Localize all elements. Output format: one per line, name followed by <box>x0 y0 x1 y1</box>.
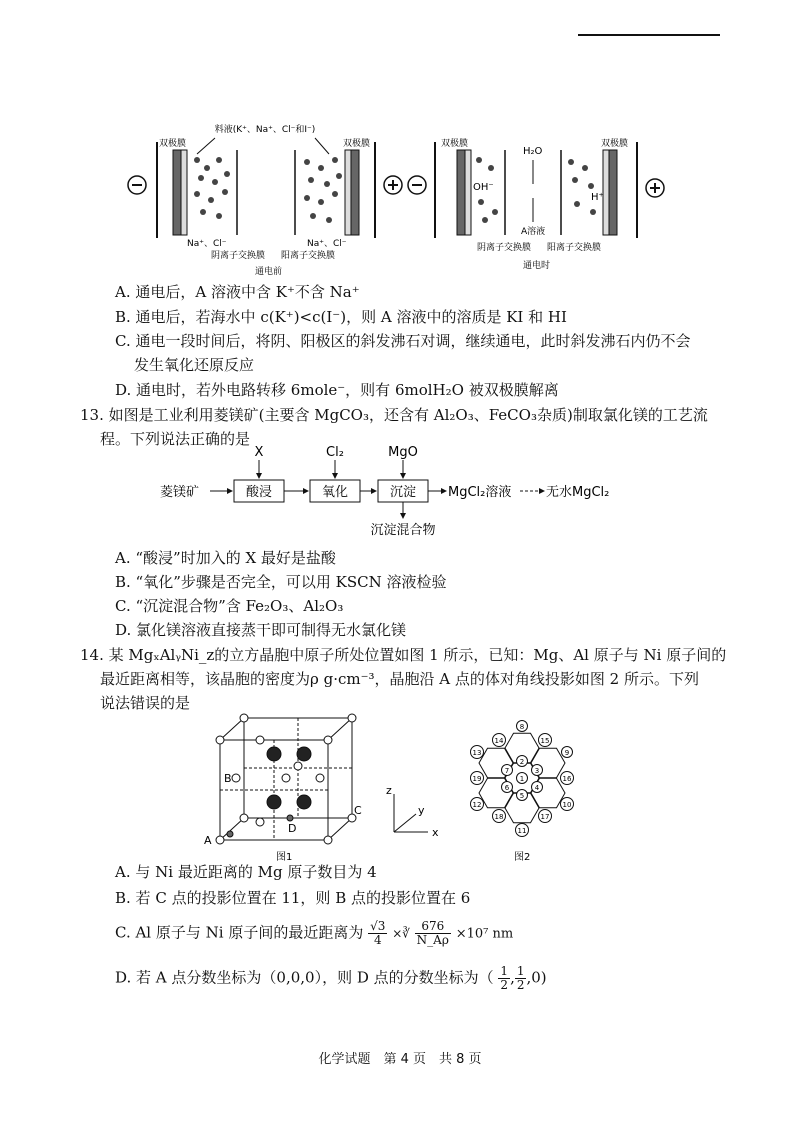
projection-node-label: 15 <box>540 737 550 745</box>
projection-node-label: 5 <box>519 792 525 800</box>
projection-figure <box>471 721 574 837</box>
flow-step-1: 酸浸 <box>245 485 273 500</box>
flow-step-3: 沉淀 <box>389 485 417 500</box>
hydroxide-label: OH⁻ <box>473 182 494 193</box>
fraction-676-over-na-rho: $\frac{676}{N\_A\rho}$ <box>416 919 449 947</box>
flow-input-mgo: MgO <box>388 445 418 460</box>
q14-option-c-text: C. Al 原子与 Ni 原子间的最近距离为 <box>115 923 364 942</box>
projection-node-label: 16 <box>562 775 572 783</box>
flow-byproduct: 沉淀混合物 <box>370 523 436 538</box>
projection-node-label: 10 <box>562 801 572 809</box>
figure-1-caption: 图1 <box>276 852 293 863</box>
q14-option-b: B. 若 C 点的投影位置在 11，则 B 点的投影位置在 6 <box>115 889 471 907</box>
q12-option-c-cont: 发生氧化还原反应 <box>134 356 255 374</box>
flow-final: 无水MgCl₂ <box>546 485 610 500</box>
point-a-label: A <box>204 834 212 847</box>
projection-node-label: 3 <box>534 767 540 775</box>
flow-input-x: X <box>254 445 264 460</box>
proton-label: H⁺ <box>591 192 604 203</box>
projection-node-label: 8 <box>519 723 525 731</box>
q12-option-b: B. 通电后，若海水中 c(K⁺)<c(I⁻)，则 A 溶液中的溶质是 KI 和 HI <box>115 308 567 326</box>
q14-stem: 14. 某 MgₓAlᵧNi_z的立方晶胞中原子所处位置如图 1 所示，已知：Mg、Al 原子与 Ni 原子间的 <box>80 646 727 664</box>
projection-node-label: 6 <box>504 784 510 792</box>
q14-option-c: C. Al 原子与 Ni 原子间的最近距离为 $\frac{√3}{4}$ ×∛ $\frac{676}{N\_A\rho}$ ×10⁷ nm <box>115 919 514 947</box>
q13-stem: 13. 如图是工业利用菱镁矿(主要含 MgCO₃，还含有 Al₂O₃、FeCO₃杂质)制取氯化镁的工艺流 <box>80 406 708 424</box>
ions-label-right: Na⁺、Cl⁻ <box>307 239 347 249</box>
flow-start: 菱镁矿 <box>160 485 200 500</box>
point-b-label: B <box>224 772 232 785</box>
bipolar-label-left: 双极膜 <box>159 139 187 149</box>
projection-node-label: 18 <box>494 813 504 821</box>
bipolar-membrane-left <box>173 150 181 235</box>
header-rule <box>578 34 720 36</box>
projection-node-label: 13 <box>472 749 482 757</box>
bipolar-label-right: 双极膜 <box>343 139 371 149</box>
bipolar-label-right-2: 双极膜 <box>601 139 629 149</box>
q12-option-c: C. 通电一段时间后，将阴、阳极区的斜发沸石对调，继续通电，此时斜发沸石内仍不会 <box>115 332 691 350</box>
flow-step-2: 氧化 <box>321 485 349 500</box>
fraction-sqrt3-over-4: $\frac{√3}{4}$ <box>370 919 386 947</box>
q14-stem-cont: 最近距离相等，该晶胞的密度为ρ g·cm⁻³，晶胞沿 A 点的体对角线投影如图 2 所示。下列 <box>100 670 699 688</box>
axis-z-label: z <box>386 784 392 797</box>
point-c-label: C <box>354 804 362 817</box>
figure-2-caption: 图2 <box>514 852 531 863</box>
flow-product: MgCl₂溶液 <box>448 485 512 500</box>
process-flowchart <box>160 440 640 540</box>
q12-option-d: D. 通电时，若外电路转移 6mole⁻，则有 6molH₂O 被双极膜解离 <box>115 381 559 399</box>
diagram-during-power <box>408 137 664 271</box>
point-d-label: D <box>288 822 297 835</box>
anion-membrane-label-2: 阴离子交换膜 <box>477 243 532 253</box>
fraction-half-1: $\frac{1}{2}$ <box>500 964 509 992</box>
cation-membrane-label: 阳离子交换膜 <box>281 251 336 261</box>
projection-node-label: 14 <box>494 737 504 745</box>
projection-node-label: 7 <box>504 767 510 775</box>
bipolar-label-left-2: 双极膜 <box>441 139 469 149</box>
a-solution-label: A溶液 <box>521 227 546 237</box>
electrodialysis-diagram <box>115 120 675 280</box>
q13-option-b: B. “氧化”步骤是否完全，可以用 KSCN 溶液检验 <box>115 573 447 591</box>
q14-option-c-tail: ×10⁷ nm <box>455 926 514 942</box>
projection-node-label: 19 <box>472 775 482 783</box>
projection-node-label: 4 <box>534 784 540 792</box>
q14-option-d-zero: ,0) <box>526 968 547 987</box>
q14-option-d-text: D. 若 A 点分数坐标为（0,0,0），则 D 点的分数坐标为（ <box>115 968 494 987</box>
projection-node-label: 17 <box>540 813 550 821</box>
q13-stem-cont: 程。下列说法正确的是 <box>100 430 251 448</box>
q14-stem-cont-2: 说法错误的是 <box>100 694 191 712</box>
fraction-half-2: $\frac{1}{2}$ <box>516 964 525 992</box>
water-label: H₂O <box>523 146 543 157</box>
feed-label: 料液(K⁺、Na⁺、Cl⁻和I⁻) <box>214 125 316 135</box>
q13-option-d: D. 氯化镁溶液直接蒸干即可制得无水氯化镁 <box>115 621 407 639</box>
projection-node-label: 11 <box>517 827 527 835</box>
q13-option-a: A. “酸浸”时加入的 X 最好是盐酸 <box>115 549 336 567</box>
caption-before: 通电前 <box>255 267 283 277</box>
cation-membrane-label-2: 阳离子交换膜 <box>547 243 602 253</box>
axis-x-label: x <box>432 826 439 839</box>
diagram-before-power <box>128 123 402 277</box>
zeolite-particles-right <box>304 157 342 223</box>
q14-option-a: A. 与 Ni 最近距离的 Mg 原子数目为 4 <box>115 863 377 881</box>
projection-node-label: 12 <box>472 801 482 809</box>
caption-during: 通电时 <box>523 261 551 271</box>
anion-membrane-label: 阴离子交换膜 <box>211 251 266 261</box>
q12-option-a: A. 通电后，A 溶液中含 K⁺不含 Na⁺ <box>115 283 360 301</box>
zeolite-particles-left <box>194 157 230 219</box>
crystal-figures <box>200 710 600 865</box>
page-footer: 化学试题 第 4 页 共 8 页 <box>318 1052 482 1067</box>
flow-input-cl2: Cl₂ <box>326 445 344 460</box>
projection-node-label: 9 <box>564 749 570 757</box>
q14-option-d: D. 若 A 点分数坐标为（0,0,0），则 D 点的分数坐标为（ $\frac{1}{2}$ , $\frac{1}{2}$ ,0) <box>115 964 547 992</box>
projection-node-label: 1 <box>519 775 525 783</box>
projection-node-label: 2 <box>519 758 525 766</box>
q13-option-c: C. “沉淀混合物”含 Fe₂O₃、Al₂O₃ <box>115 597 344 615</box>
bipolar-membrane-right <box>345 150 351 235</box>
ions-label-left: Na⁺、Cl⁻ <box>187 239 227 249</box>
axis-y-label: y <box>418 804 425 817</box>
